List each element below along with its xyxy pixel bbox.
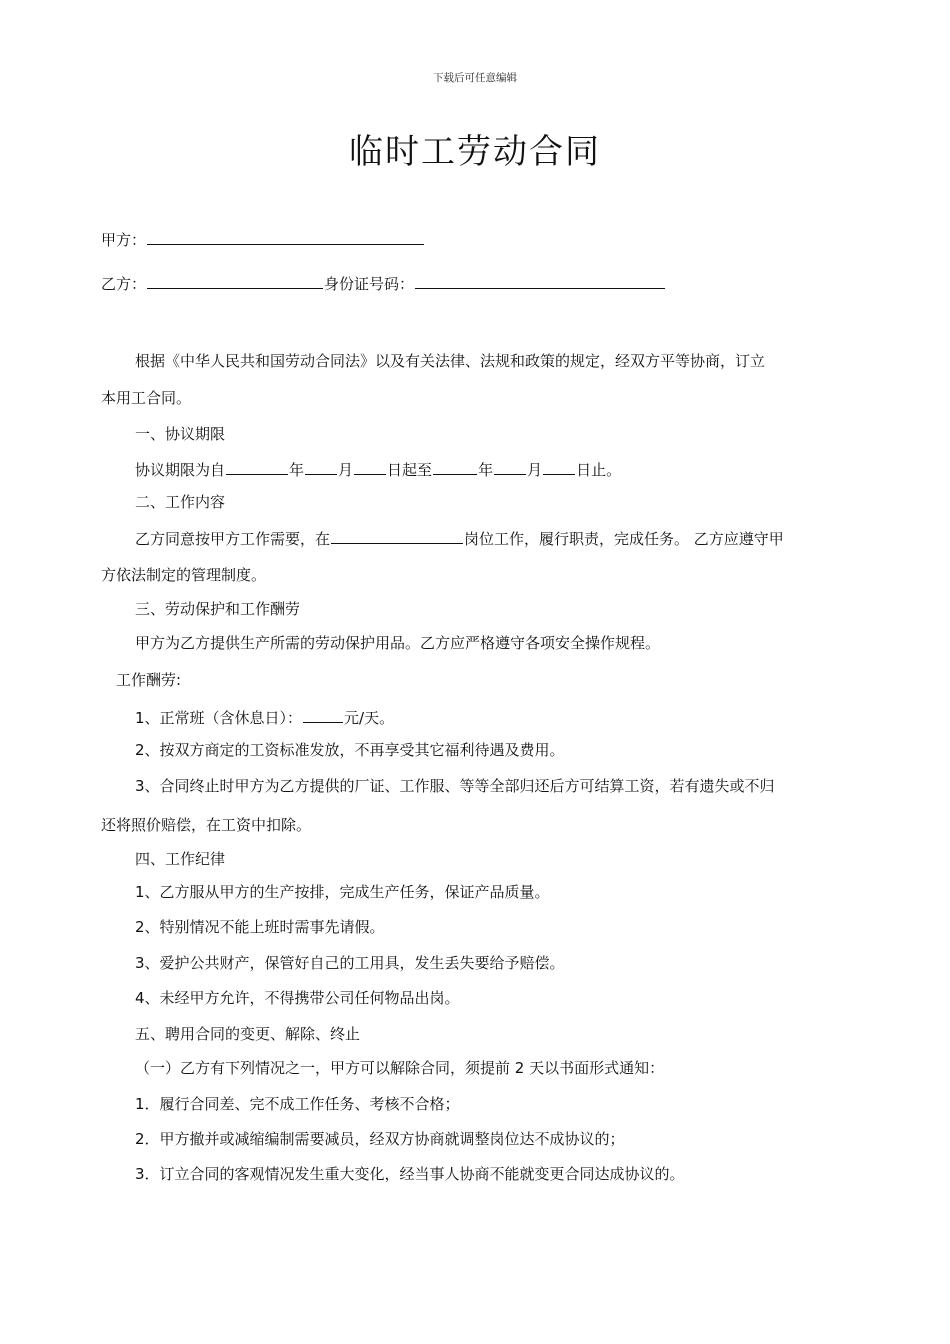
end-day-blank[interactable] [543, 458, 575, 475]
section3-para: 甲方为乙方提供生产所需的劳动保护用品。乙方应严格遵守各项安全操作规程。 [135, 634, 661, 652]
day-to-label: 日止。 [576, 461, 622, 479]
section2-heading: 二、工作内容 [135, 493, 226, 511]
party-a-blank[interactable] [147, 228, 424, 245]
end-year-blank[interactable] [433, 458, 477, 475]
termination-item: 3．订立合同的客观情况发生重大变化，经当事人协商不能就变更合同达成协议的。 [135, 1165, 685, 1183]
section2-para-line-1 [135, 527, 784, 549]
party-a-label: 甲方： [101, 231, 147, 249]
discipline-item: 3、爱护公共财产，保管好自己的工用具，发生丢失要给予赔偿。 [135, 954, 565, 972]
party-b-blank[interactable] [147, 272, 323, 289]
start-year-blank[interactable] [226, 458, 288, 475]
header-note: 下载后可任意编辑 [433, 72, 517, 84]
section1-term-line [135, 458, 621, 480]
preamble-line-2: 本用工合同。 [101, 389, 192, 407]
id-number-blank[interactable] [415, 272, 665, 289]
year-label-2: 年 [478, 461, 494, 479]
month-label-2: 月 [527, 461, 543, 479]
term-prefix: 协议期限为自 [135, 461, 226, 479]
section1-heading: 一、协议期限 [135, 425, 226, 443]
position-suffix: 岗位工作，履行职责，完成任务。 乙方应遵守甲 [464, 530, 784, 548]
discipline-item: 4、未经甲方允许，不得携带公司任何物品出岗。 [135, 989, 460, 1007]
start-day-blank[interactable] [354, 458, 386, 475]
section3-heading: 三、劳动保护和工作酬劳 [135, 600, 301, 618]
discipline-item: 1、乙方服从甲方的生产按排，完成生产任务，保证产品质量。 [135, 883, 550, 901]
party-b-line [101, 272, 666, 294]
pay-item-3-line-1: 3、合同终止时甲方为乙方提供的厂证、工作服、等等全部归还后方可结算工资，若有遗失或不归 [135, 777, 775, 795]
start-month-blank[interactable] [305, 458, 337, 475]
position-prefix: 乙方同意按甲方工作需要，在 [135, 530, 331, 548]
preamble-line-1: 根据《中华人民共和国劳动合同法》以及有关法律、法规和政策的规定，经双方平等协商，订立 [135, 352, 766, 370]
termination-item: 1．履行合同差、完不成工作任务、考核不合格； [135, 1095, 460, 1113]
pay-heading: 工作酬劳: [116, 671, 182, 689]
discipline-item: 2、特别情况不能上班时需事先请假。 [135, 918, 385, 936]
pay-item-3-line-2: 还将照价赔偿，在工资中扣除。 [101, 816, 312, 834]
pay-item-2: 2、按双方商定的工资标准发放，不再享受其它福利待遇及费用。 [135, 741, 565, 759]
page-title: 临时工劳动合同 [349, 132, 601, 172]
day-from-label: 日起至 [387, 461, 433, 479]
month-label: 月 [338, 461, 354, 479]
pay-item-1-prefix: 1、正常班（含休息日）： [135, 709, 303, 727]
section5-heading: 五、聘用合同的变更、解除、终止 [135, 1025, 361, 1043]
end-month-blank[interactable] [494, 458, 526, 475]
year-label: 年 [289, 461, 305, 479]
position-blank[interactable] [331, 527, 463, 544]
pay-item-1 [135, 706, 394, 728]
daily-wage-blank[interactable] [303, 706, 343, 723]
termination-item: 2．甲方撤并或减缩编制需要减员，经双方协商就调整岗位达不成协议的； [135, 1130, 625, 1148]
id-number-label: 身份证号码： [324, 275, 415, 293]
pay-item-1-suffix: 元/天。 [344, 709, 395, 727]
section4-heading: 四、工作纪律 [135, 850, 226, 868]
section2-para-line-2: 方依法制定的管理制度。 [101, 566, 267, 584]
party-a-line [101, 228, 425, 250]
party-b-label: 乙方： [101, 275, 147, 293]
section5-subheading: （一）乙方有下列情况之一，甲方可以解除合同，须提前 2 天以书面形式通知： [135, 1059, 665, 1077]
